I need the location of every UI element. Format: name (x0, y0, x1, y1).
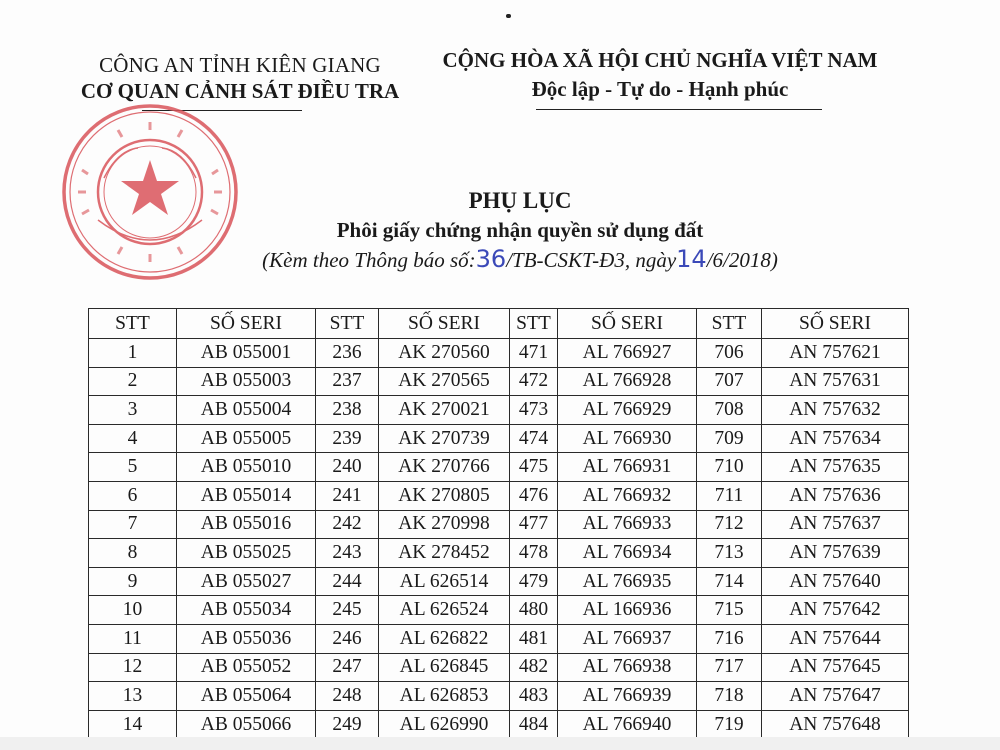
cell-seri-3: AL 766935 (558, 567, 697, 596)
cell-seri-3: AL 166936 (558, 596, 697, 625)
cell-seri-4: AN 757635 (762, 453, 909, 482)
cell-stt-4: 710 (697, 453, 762, 482)
reference-note (140, 244, 900, 275)
cell-seri-2: AK 270805 (379, 481, 510, 510)
cell-seri-1: AB 055004 (177, 396, 316, 425)
cell-stt-1: 9 (89, 567, 177, 596)
cell-seri-3: AL 766940 (558, 710, 697, 739)
cell-seri-3: AL 766933 (558, 510, 697, 539)
cell-seri-3: AL 766937 (558, 624, 697, 653)
table-row (89, 396, 909, 425)
cell-seri-3: AL 766929 (558, 396, 697, 425)
cell-seri-2: AK 270565 (379, 367, 510, 396)
cell-stt-4: 716 (697, 624, 762, 653)
cell-seri-1: AB 055014 (177, 481, 316, 510)
cell-stt-1: 11 (89, 624, 177, 653)
cell-stt-1: 12 (89, 653, 177, 682)
note-middle: /TB-CSKT-Đ3, ngày (506, 248, 677, 272)
cell-seri-4: AN 757647 (762, 682, 909, 711)
cell-stt-2: 239 (316, 424, 379, 453)
cell-seri-2: AL 626514 (379, 567, 510, 596)
cell-stt-1: 10 (89, 596, 177, 625)
cell-seri-1: AB 055036 (177, 624, 316, 653)
cell-seri-2: AK 270739 (379, 424, 510, 453)
serial-number-table (88, 308, 909, 739)
cell-seri-2: AL 626845 (379, 653, 510, 682)
table-row (89, 710, 909, 739)
cell-stt-4: 712 (697, 510, 762, 539)
column-header-seri-3: SỐ SERI (558, 309, 697, 339)
cell-stt-2: 246 (316, 624, 379, 653)
cell-stt-1: 6 (89, 481, 177, 510)
cell-stt-2: 247 (316, 653, 379, 682)
cell-seri-4: AN 757645 (762, 653, 909, 682)
cell-seri-1: AB 055016 (177, 510, 316, 539)
cell-seri-3: AL 766931 (558, 453, 697, 482)
cell-stt-2: 242 (316, 510, 379, 539)
table-row (89, 510, 909, 539)
scan-speck (506, 14, 511, 18)
page-title: PHỤ LỤC (468, 188, 572, 213)
cell-seri-4: AN 757642 (762, 596, 909, 625)
cell-seri-1: AB 055010 (177, 453, 316, 482)
cell-stt-1: 3 (89, 396, 177, 425)
cell-stt-3: 474 (510, 424, 558, 453)
viewer-bottom-edge (0, 737, 1000, 750)
cell-seri-2: AK 278452 (379, 539, 510, 568)
cell-seri-1: AB 055001 (177, 339, 316, 368)
cell-seri-3: AL 766939 (558, 682, 697, 711)
cell-seri-3: AL 766934 (558, 539, 697, 568)
cell-seri-4: AN 757640 (762, 567, 909, 596)
cell-seri-1: AB 055027 (177, 567, 316, 596)
table-header-row (89, 309, 909, 339)
cell-stt-3: 472 (510, 367, 558, 396)
cell-stt-3: 480 (510, 596, 558, 625)
cell-stt-3: 484 (510, 710, 558, 739)
note-suffix: /6/2018) (706, 248, 778, 272)
column-header-stt-2: STT (316, 309, 379, 339)
cell-stt-1: 7 (89, 510, 177, 539)
cell-seri-4: AN 757621 (762, 339, 909, 368)
cell-stt-3: 471 (510, 339, 558, 368)
cell-stt-4: 707 (697, 367, 762, 396)
table-row (89, 596, 909, 625)
cell-stt-4: 717 (697, 653, 762, 682)
table-row (89, 682, 909, 711)
cell-stt-1: 1 (89, 339, 177, 368)
cell-stt-3: 482 (510, 653, 558, 682)
table-row (89, 624, 909, 653)
table-body (89, 339, 909, 739)
table-row (89, 481, 909, 510)
document-title-block (140, 186, 900, 275)
cell-stt-4: 709 (697, 424, 762, 453)
cell-seri-4: AN 757644 (762, 624, 909, 653)
column-header-stt-1: STT (89, 309, 177, 339)
cell-seri-2: AK 270998 (379, 510, 510, 539)
cell-stt-4: 719 (697, 710, 762, 739)
note-prefix: (Kèm theo Thông báo số: (262, 248, 476, 272)
cell-stt-2: 245 (316, 596, 379, 625)
cell-stt-1: 8 (89, 539, 177, 568)
cell-stt-4: 711 (697, 481, 762, 510)
cell-stt-1: 14 (89, 710, 177, 739)
column-header-stt-3: STT (510, 309, 558, 339)
column-header-stt-4: STT (697, 309, 762, 339)
table-row (89, 339, 909, 368)
agency-name: CÔNG AN TỈNH KIÊN GIANG (99, 53, 381, 77)
cell-seri-3: AL 766932 (558, 481, 697, 510)
table-row (89, 453, 909, 482)
cell-stt-2: 249 (316, 710, 379, 739)
cell-seri-1: AB 055066 (177, 710, 316, 739)
cell-seri-2: AK 270766 (379, 453, 510, 482)
country-name: CỘNG HÒA XÃ HỘI CHỦ NGHĨA VIỆT NAM (442, 48, 878, 72)
cell-stt-3: 475 (510, 453, 558, 482)
cell-seri-4: AN 757637 (762, 510, 909, 539)
cell-seri-3: AL 766928 (558, 367, 697, 396)
handwritten-notice-number: 36 (475, 245, 507, 273)
cell-stt-3: 481 (510, 624, 558, 653)
column-header-seri-2: SỐ SERI (379, 309, 510, 339)
cell-stt-4: 713 (697, 539, 762, 568)
cell-seri-1: AB 055025 (177, 539, 316, 568)
cell-seri-2: AL 626990 (379, 710, 510, 739)
cell-stt-4: 708 (697, 396, 762, 425)
cell-seri-3: AL 766930 (558, 424, 697, 453)
cell-seri-1: AB 055064 (177, 682, 316, 711)
cell-seri-1: AB 055052 (177, 653, 316, 682)
cell-stt-3: 478 (510, 539, 558, 568)
cell-stt-3: 477 (510, 510, 558, 539)
cell-stt-1: 5 (89, 453, 177, 482)
cell-seri-2: AL 626524 (379, 596, 510, 625)
national-motto-block (420, 46, 900, 104)
cell-seri-2: AL 626822 (379, 624, 510, 653)
cell-stt-2: 241 (316, 481, 379, 510)
cell-seri-3: AL 766927 (558, 339, 697, 368)
cell-stt-2: 237 (316, 367, 379, 396)
table-row (89, 567, 909, 596)
cell-stt-4: 706 (697, 339, 762, 368)
cell-stt-1: 13 (89, 682, 177, 711)
cell-stt-2: 236 (316, 339, 379, 368)
cell-seri-4: AN 757631 (762, 367, 909, 396)
document-subtitle: Phôi giấy chứng nhận quyền sử dụng đất (336, 218, 704, 242)
cell-stt-3: 483 (510, 682, 558, 711)
cell-seri-4: AN 757648 (762, 710, 909, 739)
cell-seri-4: AN 757636 (762, 481, 909, 510)
cell-seri-2: AK 270021 (379, 396, 510, 425)
cell-stt-2: 248 (316, 682, 379, 711)
cell-seri-4: AN 757639 (762, 539, 909, 568)
national-motto: Độc lập - Tự do - Hạnh phúc (531, 77, 789, 101)
cell-seri-1: AB 055005 (177, 424, 316, 453)
cell-stt-3: 473 (510, 396, 558, 425)
cell-stt-4: 714 (697, 567, 762, 596)
cell-stt-3: 479 (510, 567, 558, 596)
office-name: CƠ QUAN CẢNH SÁT ĐIỀU TRA (80, 79, 400, 103)
cell-seri-2: AK 270560 (379, 339, 510, 368)
cell-stt-2: 238 (316, 396, 379, 425)
cell-stt-3: 476 (510, 481, 558, 510)
cell-stt-2: 240 (316, 453, 379, 482)
cell-seri-4: AN 757634 (762, 424, 909, 453)
cell-seri-1: AB 055003 (177, 367, 316, 396)
cell-stt-2: 243 (316, 539, 379, 568)
cell-stt-1: 4 (89, 424, 177, 453)
cell-seri-1: AB 055034 (177, 596, 316, 625)
table-row (89, 424, 909, 453)
cell-seri-2: AL 626853 (379, 682, 510, 711)
table-row (89, 367, 909, 396)
cell-stt-2: 244 (316, 567, 379, 596)
cell-seri-4: AN 757632 (762, 396, 909, 425)
table-row (89, 539, 909, 568)
cell-stt-1: 2 (89, 367, 177, 396)
cell-stt-4: 718 (697, 682, 762, 711)
motto-underline (536, 109, 822, 110)
column-header-seri-4: SỐ SERI (762, 309, 909, 339)
handwritten-day: 14 (676, 245, 707, 273)
table-row (89, 653, 909, 682)
column-header-seri-1: SỐ SERI (177, 309, 316, 339)
cell-seri-3: AL 766938 (558, 653, 697, 682)
cell-stt-4: 715 (697, 596, 762, 625)
issuing-agency-block (60, 52, 420, 104)
